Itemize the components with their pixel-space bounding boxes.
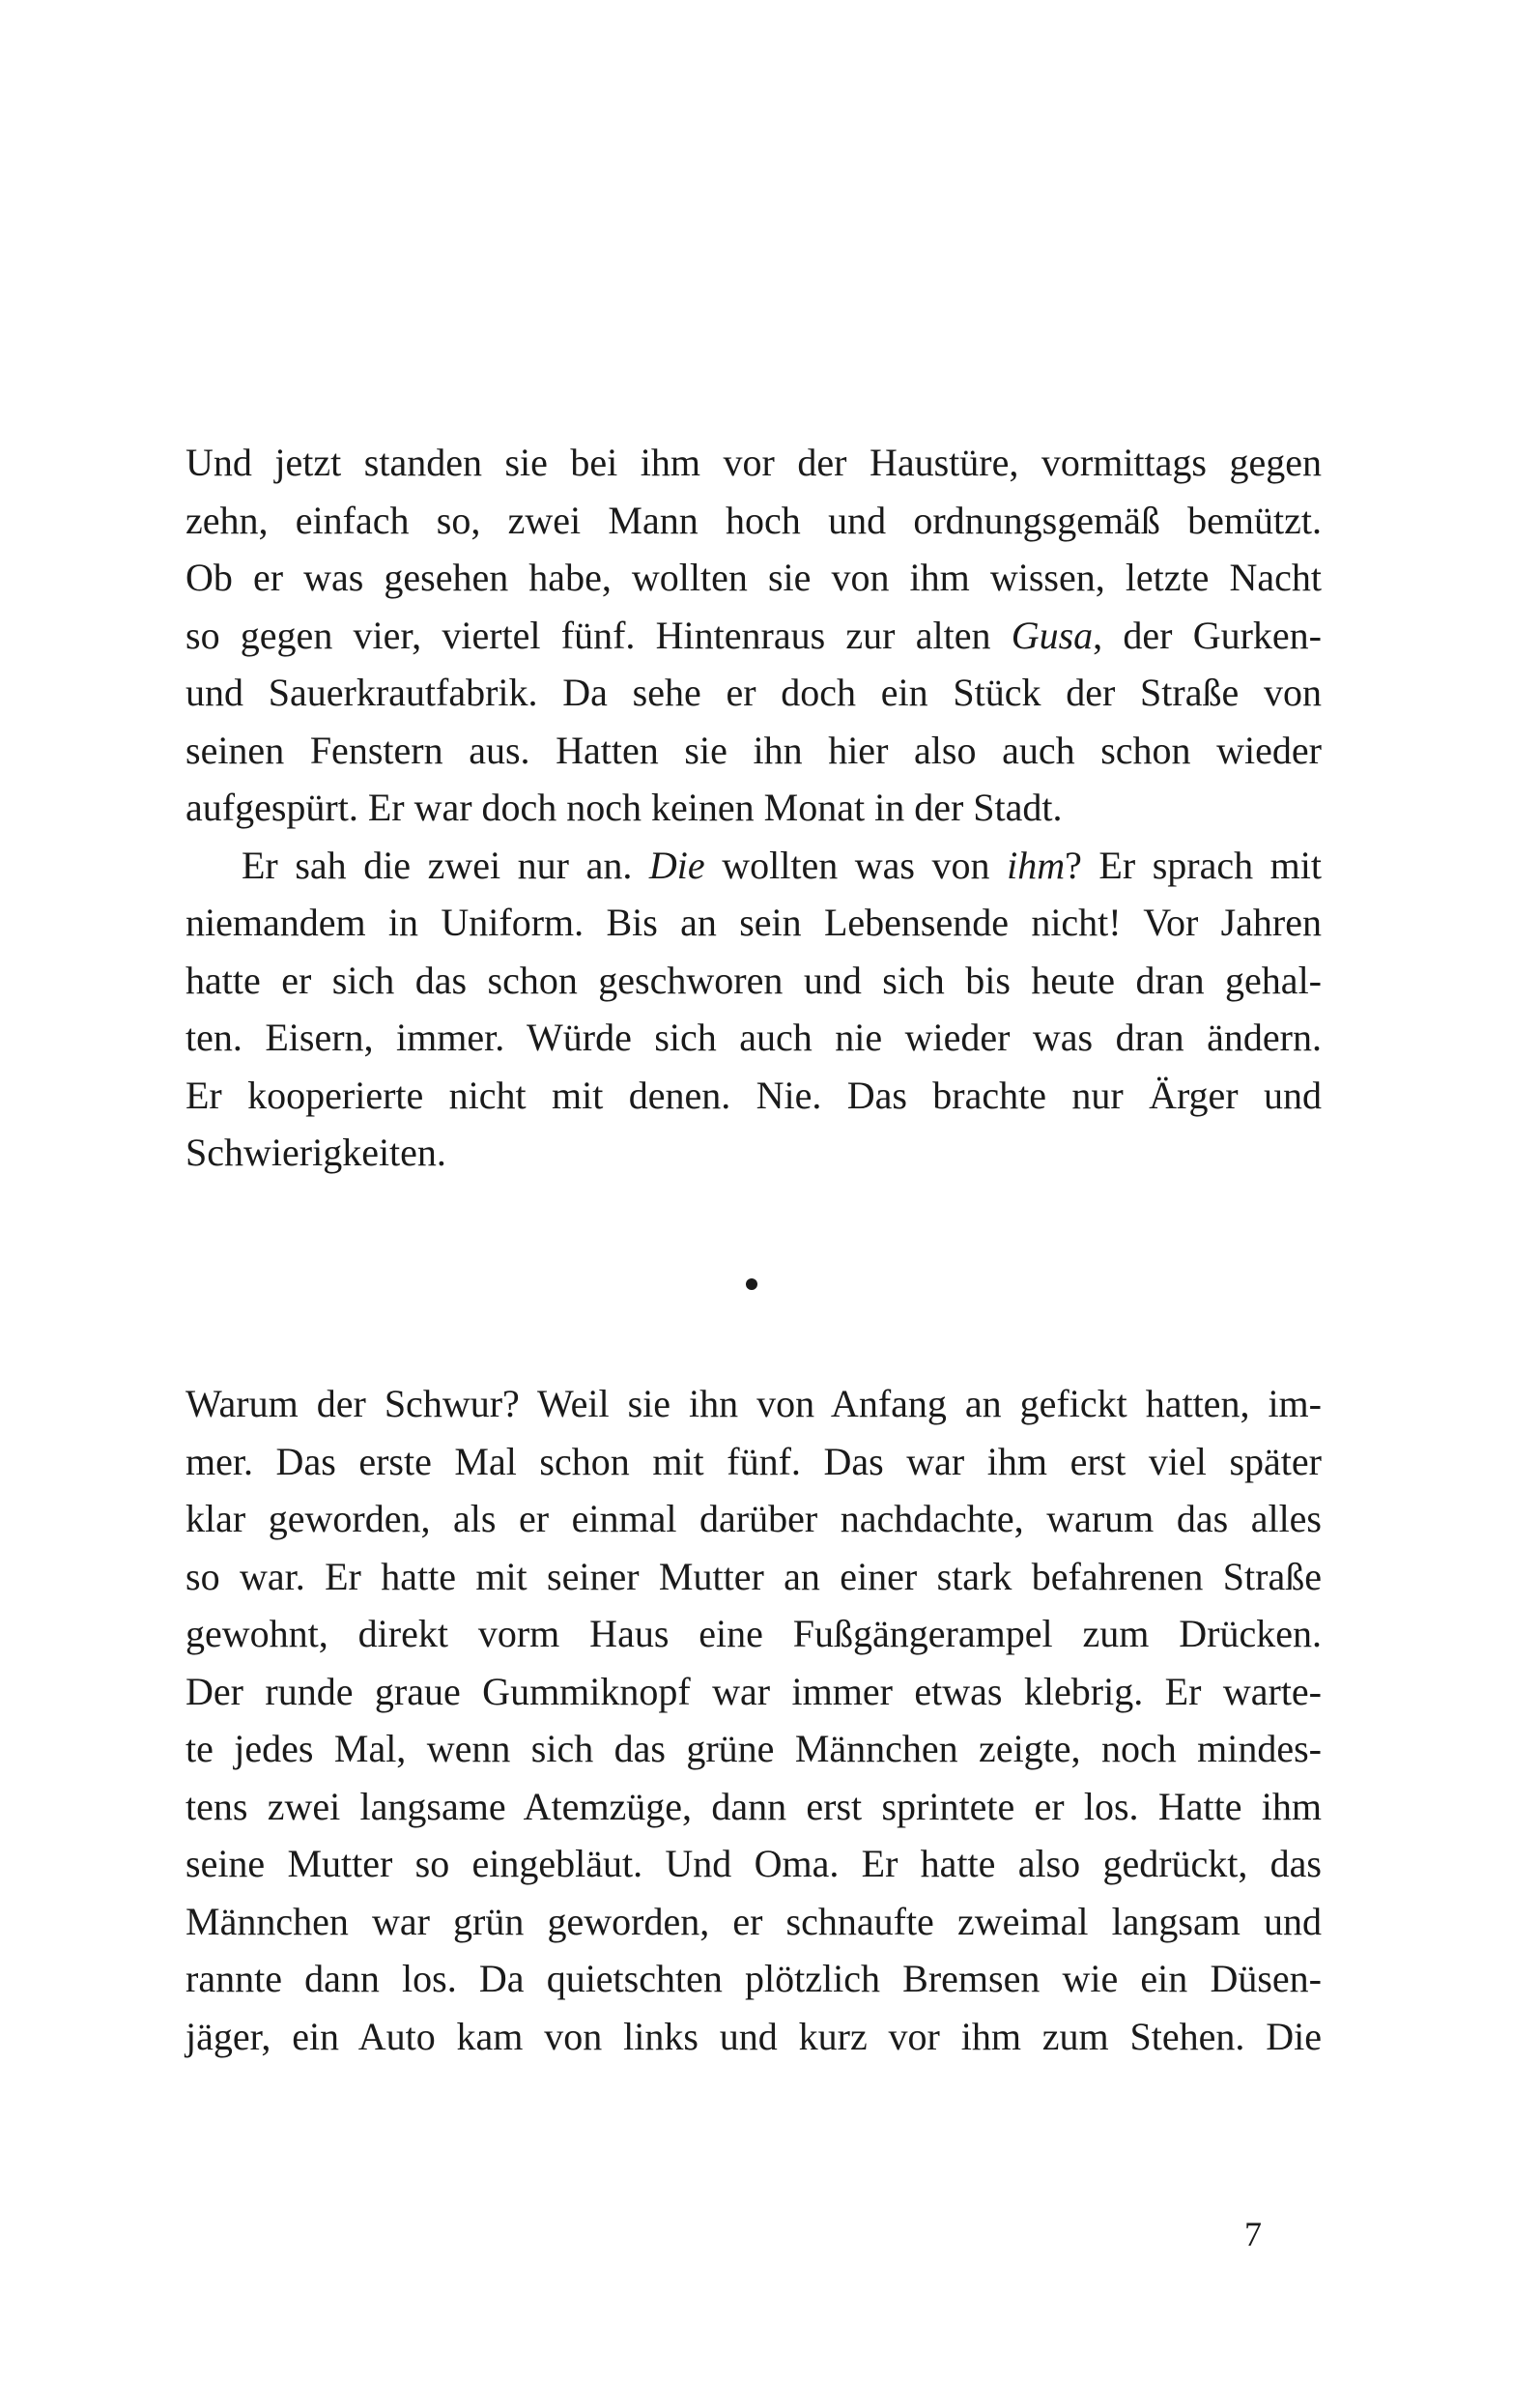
text-line: zehn, einfach so, zwei Mann hoch und ordnungsgemäß bemützt.	[185, 498, 1322, 542]
text-line: Der runde graue Gummiknopf war immer etwas klebrig. Er warte-	[185, 1669, 1322, 1713]
text-line: jäger, ein Auto kam von links und kurz vor ihm zum Stehen. Die	[185, 2014, 1322, 2058]
text-line: gewohnt, direkt vorm Haus eine Fußgängerampel zum Drücken.	[185, 1612, 1322, 1655]
text-line: seine Mutter so eingebläut. Und Oma. Er hatte also gedrückt, das	[185, 1842, 1322, 1885]
text-section-1	[185, 434, 1322, 1182]
paragraph	[185, 434, 1322, 837]
page-number: 7	[1244, 2215, 1262, 2253]
text-line: niemandem in Uniform. Bis an sein Lebensende nicht! Vor Jahren	[185, 901, 1322, 944]
text-line: rannte dann los. Da quietschten plötzlich Bremsen wie ein Düsen-	[185, 1957, 1322, 2000]
text-line: tens zwei langsame Atemzüge, dann erst sprintete er los. Hatte ihm	[185, 1784, 1322, 1828]
text-line: Warum der Schwur? Weil sie ihn von Anfang an gefickt hatten, im-	[185, 1382, 1322, 1425]
text-line: aufgespürt. Er war doch noch keinen Monat in der Stadt.	[185, 786, 1063, 829]
paragraph	[185, 837, 1322, 1182]
text-line: so gegen vier, viertel fünf. Hintenraus zur alten Gusa, der Gurken-	[185, 613, 1322, 657]
text-section-2	[185, 1375, 1322, 2065]
paragraph	[185, 1375, 1322, 2065]
italic-brand-name: Gusa	[1011, 613, 1094, 657]
text-line: te jedes Mal, wenn sich das grüne Männchen zeigte, noch mindes-	[185, 1727, 1322, 1770]
text-line: Er kooperierte nicht mit denen. Nie. Das brachte nur Ärger und	[185, 1073, 1322, 1117]
text-line: Männchen war grün geworden, er schnaufte zweimal langsam und	[185, 1899, 1322, 1943]
section-separator-dot	[746, 1278, 757, 1290]
text-line: Schwierigkeiten.	[185, 1131, 446, 1174]
italic-emphasis: ihm	[1007, 843, 1066, 887]
text-line: Ob er was gesehen habe, wollten sie von ihm wissen, letzte Nacht	[185, 556, 1322, 599]
text-line: ten. Eisern, immer. Würde sich auch nie wieder was dran ändern.	[185, 1016, 1322, 1059]
text-line: so war. Er hatte mit seiner Mutter an einer stark befahrenen Straße	[185, 1554, 1322, 1598]
text-line: klar geworden, als er einmal darüber nachdachte, warum das alles	[185, 1497, 1322, 1540]
italic-emphasis: Die	[648, 843, 705, 887]
text-line: seinen Fenstern aus. Hatten sie ihn hier also auch schon wieder	[185, 728, 1322, 772]
text-line: mer. Das erste Mal schon mit fünf. Das war ihm erst viel später	[185, 1439, 1322, 1483]
text-line: Er sah die zwei nur an. Die wollten was von ihm? Er sprach mit	[242, 843, 1323, 887]
text-line: hatte er sich das schon geschworen und sich bis heute dran gehal-	[185, 958, 1322, 1002]
text-line: und Sauerkrautfabrik. Da sehe er doch ein Stück der Straße von	[185, 671, 1322, 714]
text-line: Und jetzt standen sie bei ihm vor der Haustüre, vormittags gegen	[185, 441, 1322, 484]
